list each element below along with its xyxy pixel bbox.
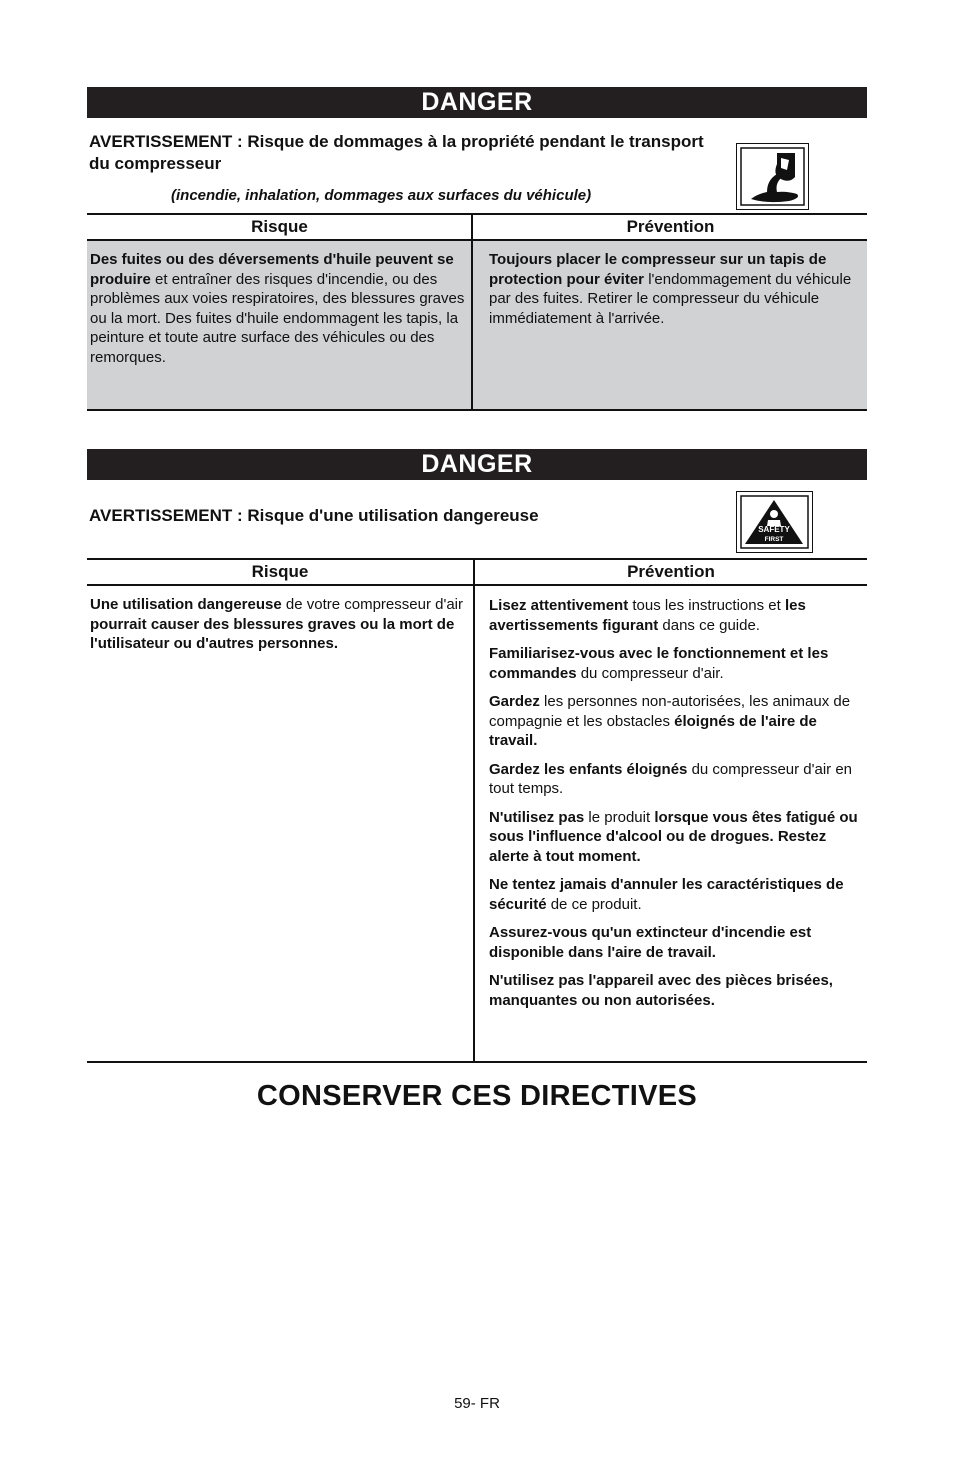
header-prevention: Prévention (626, 217, 715, 236)
danger-banner: DANGER (87, 449, 867, 480)
table-body (87, 241, 867, 411)
oil-spill-icon (736, 143, 809, 210)
prevention-item (489, 971, 865, 1010)
risk-prevention-table (87, 558, 867, 1063)
warning-subtitle: (incendie, inhalation, dommages aux surfaces du véhicule) (171, 187, 592, 204)
bold-text: Gardez (489, 693, 540, 710)
warning-title: AVERTISSEMENT : Risque d'une utilisation dangereuse (89, 506, 539, 525)
prevention-item (489, 596, 865, 635)
bold-text: les avertissements figurant (489, 597, 806, 634)
risk-paragraph (90, 250, 465, 367)
danger-banner: DANGER (87, 87, 867, 118)
icon-label-first: FIRST (764, 536, 784, 543)
header-prevention: Prévention (627, 562, 715, 581)
risk-cell (87, 241, 471, 409)
bold-text: Ne tentez jamais d'annuler les caractéristiques de sécurité (489, 876, 844, 913)
column-divider (471, 215, 473, 239)
bold-text: Une utilisation dangereuse (90, 596, 282, 613)
regular-text: du compresseur d'air en tout temps. (489, 760, 853, 797)
table-body (87, 586, 867, 1063)
regular-text: du compresseur d'air. (576, 664, 724, 682)
bold-text: lorsque vous êtes fatigué ou sous l'influence d'alcool ou de drogues. Restez alerte à tout moment. (489, 808, 858, 865)
regular-text: tous les instructions et (628, 597, 785, 614)
bold-text: Des fuites ou des déversements d'huile peuvent se produire (90, 251, 454, 288)
risk-paragraph (90, 595, 467, 654)
icon-label-safety: SAFETY (758, 525, 790, 534)
bold-text: N'utilisez pas (489, 808, 585, 826)
prevention-cell (473, 241, 867, 409)
safety-first-icon (736, 491, 813, 553)
save-instructions-title: CONSERVER CES DIRECTIVES (256, 1080, 698, 1112)
header-risk: Risque (251, 562, 309, 581)
bold-text: éloignés de l'aire de travail. (489, 712, 817, 749)
column-divider (473, 560, 475, 584)
bold-text: pourrait causer des blessures graves ou la mort de l'utilisateur ou d'autres personnes. (90, 615, 455, 652)
regular-text: de ce produit. (546, 895, 642, 913)
page-number: 59- FR (454, 1395, 500, 1412)
prevention-item (489, 875, 865, 914)
prevention-item (489, 923, 865, 962)
regular-text: les personnes non-autorisées, les animaux de compagnie et les obstacles (489, 693, 851, 730)
regular-text: et entraîner des risques d'incendie, ou des problèmes aux voies respiratoires, des blessures graves ou la mort. Des fuites d'huile endommagent les tapis, la peinture et toute autre surface des véhicules ou des remorques. (90, 270, 465, 366)
prevention-item (489, 692, 865, 751)
risk-prevention-table (87, 213, 867, 413)
risk-cell (87, 586, 473, 1061)
prevention-item (489, 760, 865, 799)
regular-text: l'endommagement du véhicule par des fuites. Retirer le compresseur du véhicule immédiatement à l'arrivée. (489, 270, 852, 327)
prevention-item (489, 808, 865, 867)
table-header (87, 558, 867, 586)
table-header (87, 213, 867, 241)
bold-text: Toujours placer le compresseur sur un tapis de protection pour éviter (489, 251, 827, 288)
regular-text: dans ce guide. (658, 616, 760, 634)
regular-text: de votre compresseur d'air (281, 596, 463, 613)
danger-section-usage (87, 449, 867, 1063)
bold-text: Familiarisez-vous avec le fonctionnement et les commandes (489, 645, 829, 682)
regular-text: le produit (584, 808, 655, 826)
warning-title: AVERTISSEMENT : Risque de dommages à la propriété pendant le transport du compresseur (89, 132, 704, 173)
header-risk: Risque (251, 217, 308, 236)
bold-text: Gardez les enfants éloignés (489, 760, 688, 778)
bold-text: N'utilisez pas l'appareil avec des pièces brisées, manquantes ou non autorisées. (489, 972, 833, 1009)
danger-section-transport (87, 87, 867, 413)
prevention-item (489, 644, 865, 683)
prevention-cell (475, 586, 867, 1061)
prevention-item (489, 250, 861, 328)
bold-text: Lisez attentivement (489, 597, 629, 614)
bold-text: Assurez-vous qu'un extincteur d'incendie est disponible dans l'aire de travail. (489, 924, 812, 961)
